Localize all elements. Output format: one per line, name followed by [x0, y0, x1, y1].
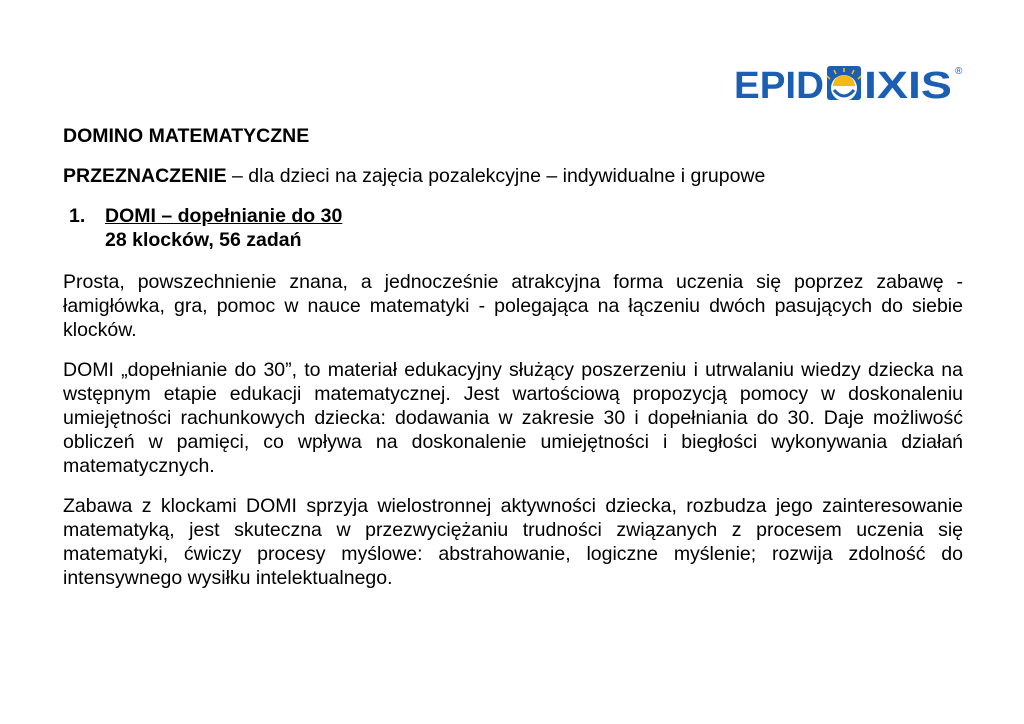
paragraph-2: DOMI „dopełnianie do 30”, to materiał edukacyjny służący poszerzeniu i utrwalaniu wiedzy dziecka na wstępnym etapie edukacji matematycznej. Jest wartościową propozycją pomocy w doskonaleniu umiejętności rachunkowych dziecka: dodawania w zakresie 30 i dopełniania do 30. Daje możliwość obliczeń w pamięci, co wpływa na doskonalenie umiejętności i biegłości wykonywania działań matematycznych. [63, 359, 963, 477]
epideixis-logo [734, 64, 966, 104]
list-item-body [105, 204, 342, 252]
list-item [63, 204, 963, 252]
sun-emblem-icon [827, 66, 861, 101]
epideixis-logo-graphic [734, 64, 966, 104]
document-title: DOMINO MATEMATYCZNE [63, 125, 310, 147]
registered-mark: ® [955, 66, 963, 77]
list-item-subtitle: 28 klocków, 56 zadań [105, 229, 302, 251]
purpose-line [63, 164, 963, 188]
paragraph-3: Zabawa z klockami DOMI sprzyja wielostronnej aktywności dziecka, rozbudza jego zainteresowanie matematyką, jest skuteczna w przezwyciężaniu trudności związanych z procesem uczenia się matematyki, ćwiczy procesy myślowe: abstrahowanie, logiczne myślenie; rozwija zdolność do intensywnego wysiłku intelektualnego. [63, 495, 963, 589]
paragraph-1: Prosta, powszechnienie znana, a jednocześnie atrakcyjna forma uczenia się poprzez zabawę - łamigłówka, gra, pomoc w nauce matematyki - polegająca na łączeniu dwóch pasujących do siebie klocków. [63, 271, 963, 341]
purpose-label: PRZEZNACZENIE [63, 165, 227, 187]
logo-text-left: EPID [734, 65, 824, 104]
document-body [63, 124, 963, 606]
list-item-title: DOMI – dopełnianie do 30 [105, 205, 343, 227]
logo-text-right: IXIS [864, 65, 952, 104]
purpose-text: – dla dzieci na zajęcia pozalekcyjne – indywidualne i grupowe [226, 165, 766, 187]
list-item-number: 1. [69, 205, 86, 227]
